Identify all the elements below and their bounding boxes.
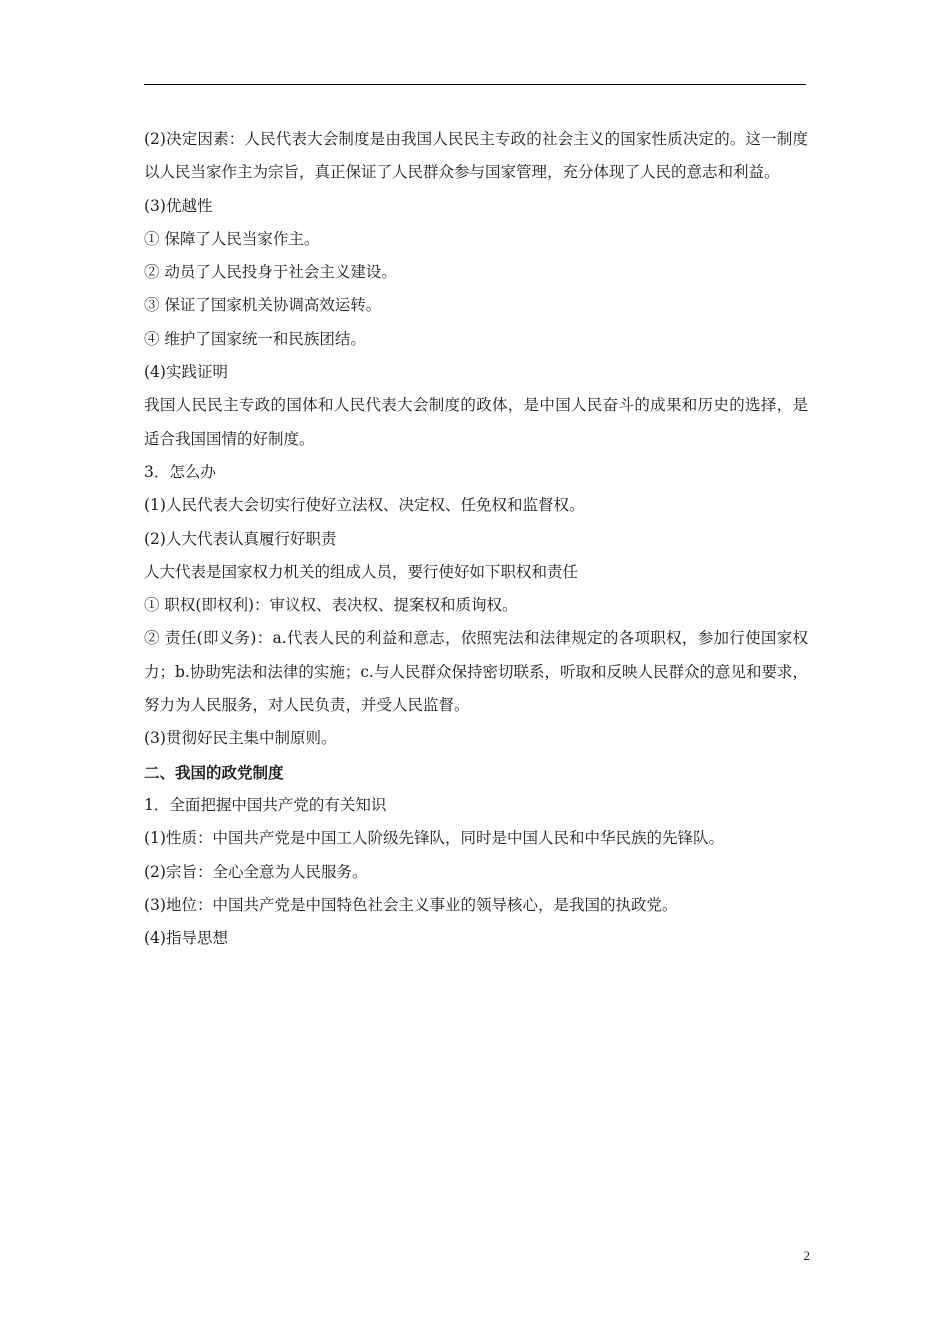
- paragraph-determining-factor: (2)决定因素：人民代表大会制度是由我国人民民主专政的社会主义的国家性质决定的。这一制度以人民当家作主为宗旨，真正保证了人民群众参与国家管理，充分体现了人民的意志和利益。: [144, 130, 808, 182]
- document-body: [144, 123, 808, 955]
- heading-cpc-knowledge: 1．全面把握中国共产党的有关知识: [144, 795, 387, 814]
- header-rule: [144, 84, 806, 85]
- paragraph-practice-proves: 我国人民民主专政的国体和人民代表大会制度的政体，是中国人民奋斗的成果和历史的选择，是适合我国国情的好制度。: [144, 396, 808, 448]
- list-item: (3)贯彻好民主集中制原则。: [144, 729, 337, 748]
- list-item: ① 保障了人民当家作主。: [144, 229, 320, 248]
- list-item: (1)性质：中国共产党是中国工人阶级先锋队，同时是中国人民和中华民族的先锋队。: [144, 829, 724, 848]
- list-item: ③ 保证了国家机关协调高效运转。: [144, 296, 382, 315]
- paragraph-duties: ② 责任(即义务)：a.代表人民的利益和意志，依照宪法和法律规定的各项职权，参加行使国家权力；b.协助宪法和法律的实施；c.与人民群众保持密切联系，听取和反映人民群众的意见和要求，努力为人民服务，对人民负责，并受人民监督。: [144, 629, 808, 715]
- list-item: (2)宗旨：全心全意为人民服务。: [144, 862, 368, 881]
- section-heading-party-system: 二、我国的政党制度: [144, 762, 284, 782]
- list-item: (2)人大代表认真履行好职责: [144, 529, 337, 548]
- heading-what-to-do: 3．怎么办: [144, 462, 216, 481]
- list-item: ② 动员了人民投身于社会主义建设。: [144, 263, 397, 282]
- heading-practice-proves: (4)实践证明: [144, 363, 228, 382]
- list-item: ④ 维护了国家统一和民族团结。: [144, 329, 366, 348]
- list-item: (3)地位：中国共产党是中国特色社会主义事业的领导核心，是我国的执政党。: [144, 895, 678, 914]
- page-number: 2: [803, 1248, 810, 1263]
- list-item: (1)人民代表大会切实行使好立法权、决定权、任免权和监督权。: [144, 496, 585, 515]
- list-item: (4)指导思想: [144, 929, 228, 948]
- list-item: ① 职权(即权利)：审议权、表决权、提案权和质询权。: [144, 596, 518, 615]
- heading-superiority: (3)优越性: [144, 196, 213, 215]
- paragraph-deputies: 人大代表是国家权力机关的组成人员，要行使好如下职权和责任: [144, 562, 579, 581]
